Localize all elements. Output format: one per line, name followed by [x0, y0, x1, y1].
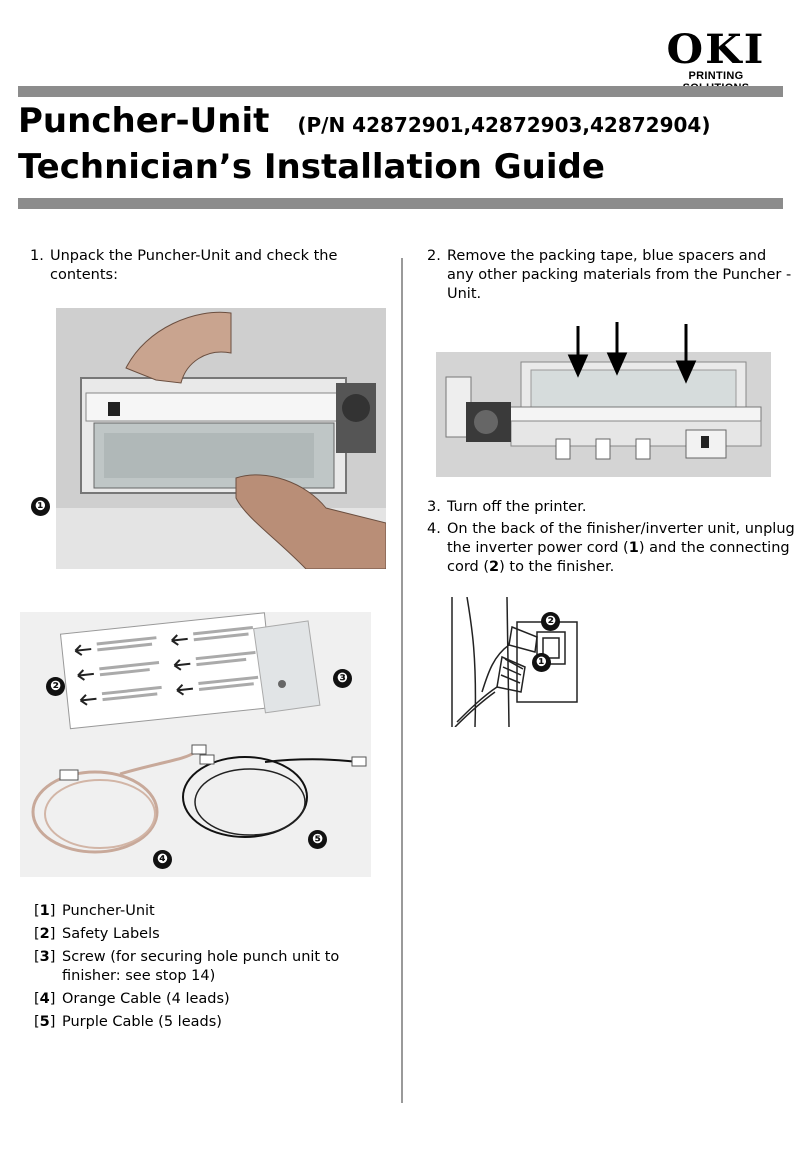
puncher-unit-photo [56, 308, 386, 569]
callout-5-badge: ❺ [308, 830, 327, 849]
step-2 [427, 247, 797, 304]
parts-list-item [34, 990, 394, 1009]
step-number: 1. [30, 248, 44, 264]
cord-unplug-illustration [447, 597, 582, 727]
part-label: Orange Cable (4 leads) [62, 991, 230, 1007]
part-ref: [1] [34, 903, 56, 919]
part-label: Screw (for securing hole punch unit to finisher: see stop 14) [62, 949, 340, 984]
step-4 [427, 520, 797, 577]
callout-cord-2-badge: ❷ [541, 612, 560, 631]
step-number: 2. [427, 248, 441, 264]
step-text: Remove the packing tape, blue spacers and any other packing materials from the Puncher -Unit. [447, 248, 792, 302]
callout-3-badge: ❸ [333, 669, 352, 688]
brand-logo [660, 26, 772, 94]
page-subtitle: Technician’s Installation Guide [18, 147, 605, 187]
step-text: Turn off the printer. [447, 499, 587, 515]
brand-tagline: PRINTING [688, 70, 744, 82]
step-number: 3. [427, 499, 441, 515]
step-3 [427, 498, 797, 517]
callout-4-badge: ❹ [153, 850, 172, 869]
parts-list-item [34, 1013, 394, 1032]
page-title [18, 100, 710, 146]
step-1 [30, 247, 380, 285]
callout-2-badge: ❷ [46, 677, 65, 696]
title-product: Puncher-Unit [18, 101, 270, 141]
part-ref: [3] [34, 949, 56, 965]
cord-ref-1: 1 [628, 540, 639, 556]
step-text: On the back of the finisher/inverter unit, unplug the inverter power cord (1) and the connecting cord (2) to the finisher. [447, 521, 795, 575]
parts-list [34, 902, 394, 1036]
part-ref: [2] [34, 926, 56, 942]
step-number: 4. [427, 521, 441, 537]
part-ref: [5] [34, 1014, 56, 1030]
parts-list-item [34, 925, 394, 944]
header-rule-bottom [18, 198, 783, 209]
part-ref: [4] [34, 991, 56, 1007]
part-label: Purple Cable (5 leads) [62, 1014, 222, 1030]
cord-ref-2: 2 [489, 559, 500, 575]
header-rule-top [18, 86, 783, 97]
packing-tape-photo [436, 322, 771, 477]
column-divider [401, 258, 403, 1103]
part-label: Puncher-Unit [62, 903, 155, 919]
part-label: Safety Labels [62, 926, 160, 942]
parts-list-item [34, 902, 394, 921]
callout-cord-1-badge: ❶ [532, 653, 551, 672]
title-part-numbers: (P/N 42872901,42872903,42872904) [297, 113, 711, 137]
brand-name: OKI [666, 26, 766, 73]
callout-1-badge: ❶ [31, 497, 50, 516]
parts-list-item [34, 948, 394, 986]
step-text: Unpack the Puncher-Unit and check the contents: [50, 248, 338, 283]
